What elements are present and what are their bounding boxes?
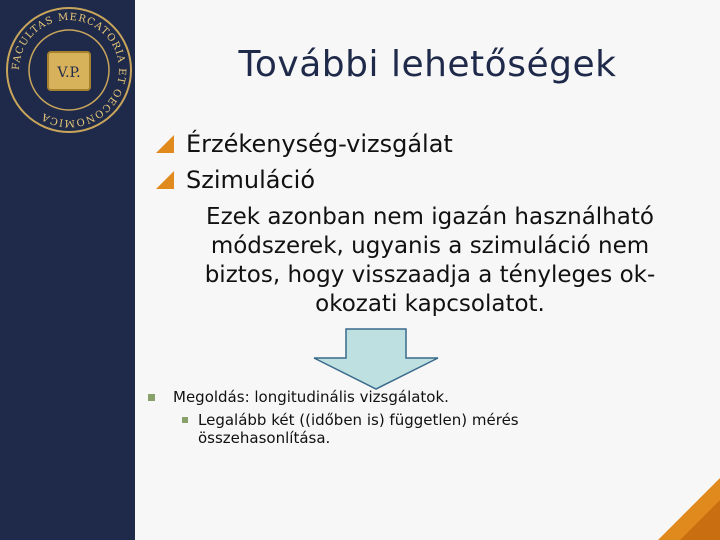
- logo-shield-letters: V.P.: [57, 65, 81, 81]
- square-bullet-icon: [148, 394, 155, 401]
- triangle-bullet-icon: [156, 171, 174, 189]
- faculty-logo: [4, 5, 134, 135]
- slide-title: További lehetőségek: [238, 44, 617, 85]
- explanation-paragraph: Ezek azonban nem igazán használható módszerek, ugyanis a szimuláció nem biztos, hogy visszaadja a tényleges ok-okozati kapcsolatot.: [204, 204, 656, 317]
- square-bullet-icon: [182, 417, 188, 423]
- solution-text: Megoldás: longitudinális vizsgálatok.: [173, 388, 449, 406]
- corner-decoration: [650, 470, 720, 540]
- triangle-bullet-icon: [156, 135, 174, 153]
- down-arrow-icon: [313, 328, 439, 390]
- sub-bullet-text: Legalább két ((időben is) független) mérés összehasonlítása.: [198, 411, 519, 447]
- bullet-text-2: Szimuláció: [186, 166, 316, 194]
- logo-ring-text: FACULTAS MERCATORIA ET OECONOMICA: [10, 11, 128, 129]
- solution-item: [148, 388, 449, 406]
- bullet-text-1: Érzékenység-vizsgálat: [186, 130, 453, 158]
- bullet-item-2: [156, 166, 315, 194]
- sub-bullet-item: [182, 411, 618, 447]
- bullet-item-1: [156, 130, 453, 158]
